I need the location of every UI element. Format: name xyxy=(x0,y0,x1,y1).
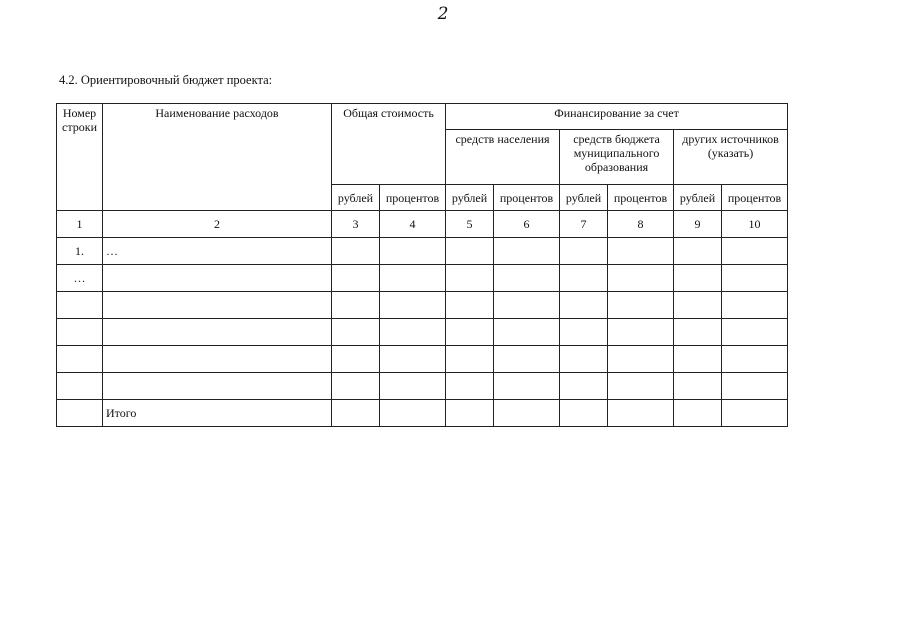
value-cell xyxy=(380,373,446,400)
header-total-cost: Общая стоимость xyxy=(332,104,446,185)
value-cell xyxy=(722,400,788,427)
value-cell xyxy=(380,265,446,292)
value-cell xyxy=(608,373,674,400)
unit-percent: процентов xyxy=(608,185,674,211)
value-cell xyxy=(608,265,674,292)
value-cell xyxy=(380,319,446,346)
value-cell xyxy=(332,373,380,400)
value-cell xyxy=(674,238,722,265)
unit-percent: процентов xyxy=(722,185,788,211)
value-cell xyxy=(494,238,560,265)
column-number: 8 xyxy=(608,211,674,238)
column-number: 4 xyxy=(380,211,446,238)
value-cell xyxy=(494,373,560,400)
row-number-cell: … xyxy=(57,265,103,292)
unit-rubles: рублей xyxy=(332,185,380,211)
value-cell xyxy=(446,238,494,265)
header-row-1 xyxy=(57,104,788,130)
header-row-number: Номер строки xyxy=(57,104,103,211)
value-cell xyxy=(674,400,722,427)
table-row xyxy=(57,292,788,319)
column-number: 7 xyxy=(560,211,608,238)
value-cell xyxy=(380,238,446,265)
value-cell xyxy=(332,238,380,265)
value-cell xyxy=(674,319,722,346)
row-number-cell xyxy=(57,319,103,346)
header-municipal-funds: средств бюджета муниципального образования xyxy=(560,130,674,185)
section-heading: 4.2. Ориентировочный бюджет проекта: xyxy=(59,73,273,87)
total-label: Итого xyxy=(103,400,332,427)
value-cell xyxy=(674,292,722,319)
value-cell xyxy=(722,346,788,373)
value-cell xyxy=(446,319,494,346)
value-cell xyxy=(446,346,494,373)
row-number-cell: 1. xyxy=(57,238,103,265)
table-row xyxy=(57,238,788,265)
value-cell xyxy=(446,265,494,292)
value-cell xyxy=(332,265,380,292)
row-number-cell xyxy=(57,346,103,373)
expense-name-cell: … xyxy=(103,238,332,265)
row-number-cell xyxy=(57,373,103,400)
unit-rubles: рублей xyxy=(446,185,494,211)
value-cell xyxy=(722,292,788,319)
table-row xyxy=(57,373,788,400)
row-number-cell xyxy=(57,292,103,319)
value-cell xyxy=(332,292,380,319)
value-cell xyxy=(608,292,674,319)
header-other-sources: других источников (указать) xyxy=(674,130,788,185)
unit-percent: процентов xyxy=(494,185,560,211)
unit-rubles: рублей xyxy=(560,185,608,211)
value-cell xyxy=(560,346,608,373)
column-number: 3 xyxy=(332,211,380,238)
header-expense-name: Наименование расходов xyxy=(103,104,332,211)
value-cell xyxy=(494,265,560,292)
column-numbers-row xyxy=(57,211,788,238)
value-cell xyxy=(608,400,674,427)
budget-table xyxy=(56,103,788,427)
value-cell xyxy=(380,346,446,373)
table-row xyxy=(57,346,788,373)
header-financing: Финансирование за счет xyxy=(446,104,788,130)
total-row xyxy=(57,400,788,427)
row-number-cell xyxy=(57,400,103,427)
table-row xyxy=(57,319,788,346)
value-cell xyxy=(560,292,608,319)
value-cell xyxy=(446,373,494,400)
value-cell xyxy=(674,346,722,373)
column-number: 1 xyxy=(57,211,103,238)
column-number: 10 xyxy=(722,211,788,238)
value-cell xyxy=(560,265,608,292)
value-cell xyxy=(332,400,380,427)
column-number: 6 xyxy=(494,211,560,238)
value-cell xyxy=(560,373,608,400)
value-cell xyxy=(722,238,788,265)
value-cell xyxy=(494,400,560,427)
unit-percent: процентов xyxy=(380,185,446,211)
value-cell xyxy=(722,319,788,346)
value-cell xyxy=(722,373,788,400)
value-cell xyxy=(560,319,608,346)
value-cell xyxy=(560,400,608,427)
column-number: 9 xyxy=(674,211,722,238)
column-number: 5 xyxy=(446,211,494,238)
expense-name-cell xyxy=(103,373,332,400)
value-cell xyxy=(332,346,380,373)
value-cell xyxy=(608,346,674,373)
value-cell xyxy=(674,265,722,292)
value-cell xyxy=(494,346,560,373)
column-number: 2 xyxy=(103,211,332,238)
expense-name-cell xyxy=(103,292,332,319)
table-row xyxy=(57,265,788,292)
value-cell xyxy=(674,373,722,400)
value-cell xyxy=(380,400,446,427)
page-number: 2 xyxy=(437,4,449,24)
value-cell xyxy=(494,319,560,346)
value-cell xyxy=(380,292,446,319)
value-cell xyxy=(608,238,674,265)
header-population-funds: средств населения xyxy=(446,130,560,185)
value-cell xyxy=(446,400,494,427)
value-cell xyxy=(332,319,380,346)
expense-name-cell xyxy=(103,319,332,346)
value-cell xyxy=(722,265,788,292)
value-cell xyxy=(446,292,494,319)
unit-rubles: рублей xyxy=(674,185,722,211)
value-cell xyxy=(560,238,608,265)
value-cell xyxy=(494,292,560,319)
value-cell xyxy=(608,319,674,346)
expense-name-cell xyxy=(103,346,332,373)
expense-name-cell xyxy=(103,265,332,292)
